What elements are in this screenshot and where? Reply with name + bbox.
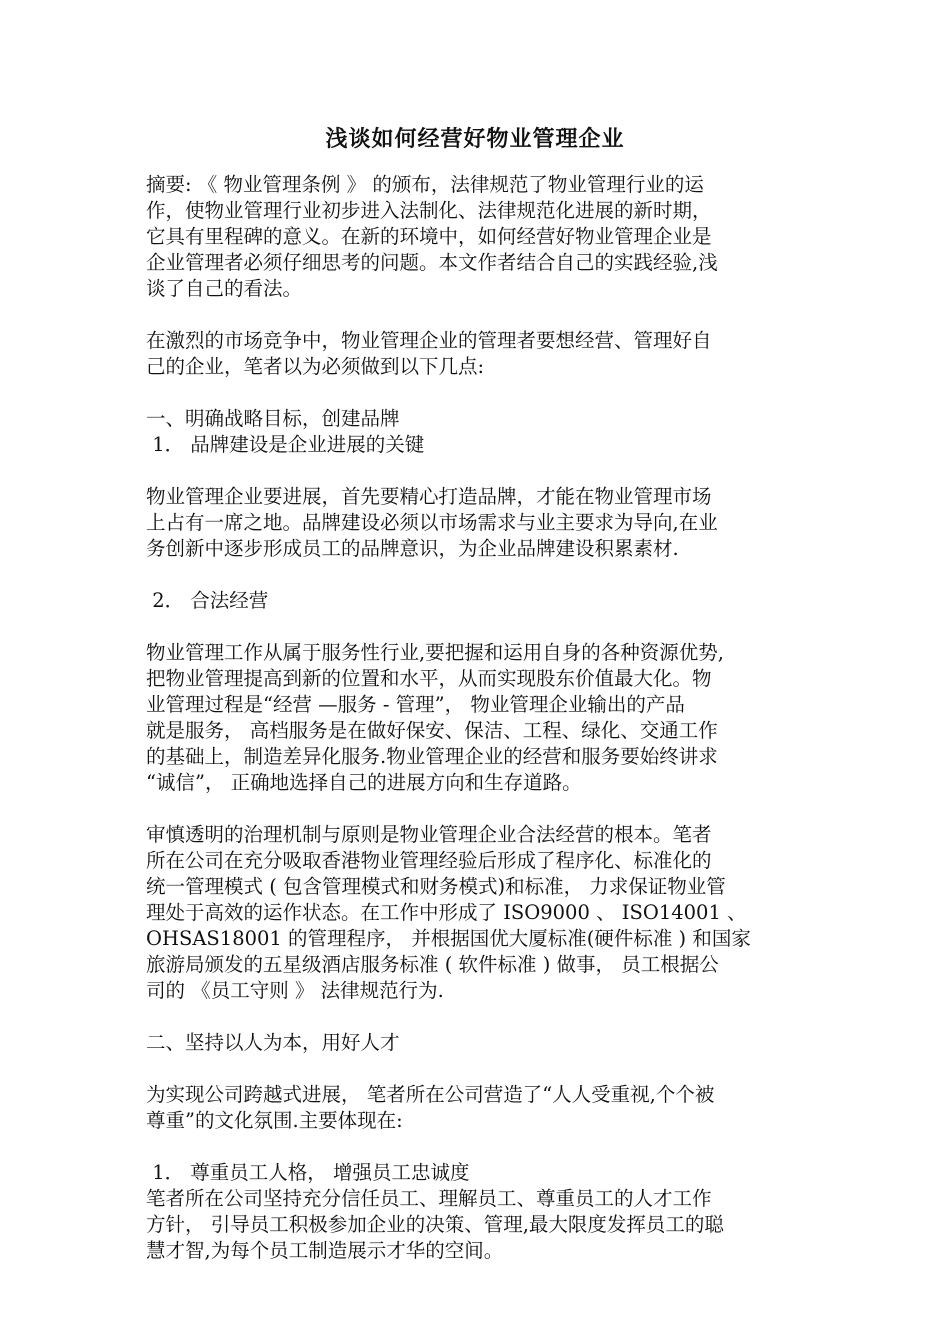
text-line: 物业管理企业要进展，首先要精心打造品牌，才能在物业管理市场 <box>146 485 712 508</box>
paragraph-gap <box>146 562 826 588</box>
paragraph <box>146 406 826 458</box>
text-line: 企业管理者必须仔细思考的问题。本文作者结合自己的实践经验,浅 <box>146 251 718 274</box>
text-line: 笔者所在公司坚持充分信任员工、理解员工、尊重员工的人才工作 <box>146 1187 712 1210</box>
paragraph-gap <box>146 1056 826 1082</box>
paragraph <box>146 1160 826 1264</box>
paragraph <box>146 172 826 302</box>
text-line: 审慎透明的治理机制与原则是物业管理企业合法经营的根本。笔者 <box>146 823 712 846</box>
paragraph-gap <box>146 458 826 484</box>
text-line: 作，使物业管理行业初步进入法制化、法律规范化进展的新时期， <box>146 199 712 222</box>
text-line: 方针， 引导员工积极参加企业的决策、管理,最大限度发挥员工的聪 <box>146 1213 724 1236</box>
paragraph <box>146 1082 826 1134</box>
paragraph <box>146 328 826 380</box>
paragraph <box>146 1030 826 1056</box>
paragraph-gap <box>146 614 826 640</box>
text-line: 一、明确战略目标，创建品牌 <box>146 407 400 430</box>
text-line: OHSAS18001 的管理程序， 并根据国优大厦标准(硬件标准 ) 和国家 <box>146 927 751 950</box>
paragraph-gap <box>146 302 826 328</box>
text-line: 为实现公司跨越式进展， 笔者所在公司营造了“人人受重视,个个被 <box>146 1083 715 1106</box>
text-line: 的基础上，制造差异化服务.物业管理企业的经营和服务要始终讲求 <box>146 745 718 768</box>
text-line: 己的企业，笔者以为必须做到以下几点: <box>146 355 485 378</box>
text-line: 摘要: 《 物业管理条例 》 的颁布，法律规范了物业管理行业的运 <box>146 173 704 196</box>
text-line: “诚信”， 正确地选择自己的进展方向和生存道路。 <box>146 771 582 794</box>
text-line: 2． 合法经营 <box>146 589 269 612</box>
text-line: 把物业管理提高到新的位置和水平，从而实现股东价值最大化。物 <box>146 667 712 690</box>
text-line: 1． 尊重员工人格， 增强员工忠诚度 <box>146 1161 470 1184</box>
text-line: 尊重”的文化氛围.主要体现在: <box>146 1109 403 1132</box>
text-line: 旅游局颁发的五星级酒店服务标准 ( 软件标准 ) 做事， 员工根据公 <box>146 953 719 976</box>
text-line: 司的 《员工守则 》 法律规范行为. <box>146 979 444 1002</box>
paragraph-gap <box>146 1134 826 1160</box>
text-line: 业管理过程是“经营 —服务 - 管理”， 物业管理企业输出的产品 <box>146 693 685 716</box>
text-line: 1． 品牌建设是企业进展的关键 <box>146 433 425 456</box>
paragraph <box>146 484 826 562</box>
text-line: 它具有里程碑的意义。在新的环境中，如何经营好物业管理企业是 <box>146 225 712 248</box>
paragraph-gap <box>146 380 826 406</box>
text-line: 上占有一席之地。品牌建设必须以市场需求与业主要求为导向,在业 <box>146 511 718 534</box>
text-line: 慧才智,为每个员工制造展示才华的空间。 <box>146 1239 504 1262</box>
paragraph-gap <box>146 796 826 822</box>
document-body <box>146 172 826 1264</box>
text-line: 所在公司在充分吸取香港物业管理经验后形成了程序化、标准化的 <box>146 849 712 872</box>
text-line: 谈了自己的看法。 <box>146 277 303 300</box>
text-line: 物业管理工作从属于服务性行业,要把握和运用自身的各种资源优势, <box>146 641 724 664</box>
text-line: 理处于高效的运作状态。在工作中形成了 ISO9000 、 ISO14001 、 <box>146 901 747 924</box>
paragraph <box>146 822 826 1004</box>
paragraph-gap <box>146 1004 826 1030</box>
document-title: 浅谈如何经营好物业管理企业 <box>325 126 625 152</box>
text-line: 就是服务， 高档服务是在做好保安、保洁、工程、绿化、交通工作 <box>146 719 718 742</box>
paragraph <box>146 640 826 796</box>
text-line: 二、坚持以人为本，用好人才 <box>146 1031 400 1054</box>
text-line: 在激烈的市场竞争中，物业管理企业的管理者要想经营、管理好自 <box>146 329 712 352</box>
text-line: 务创新中逐步形成员工的品牌意识，为企业品牌建设积累素材. <box>146 537 679 560</box>
text-line: 统一管理模式 ( 包含管理模式和财务模式)和标准， 力求保证物业管 <box>146 875 726 898</box>
paragraph <box>146 588 826 614</box>
